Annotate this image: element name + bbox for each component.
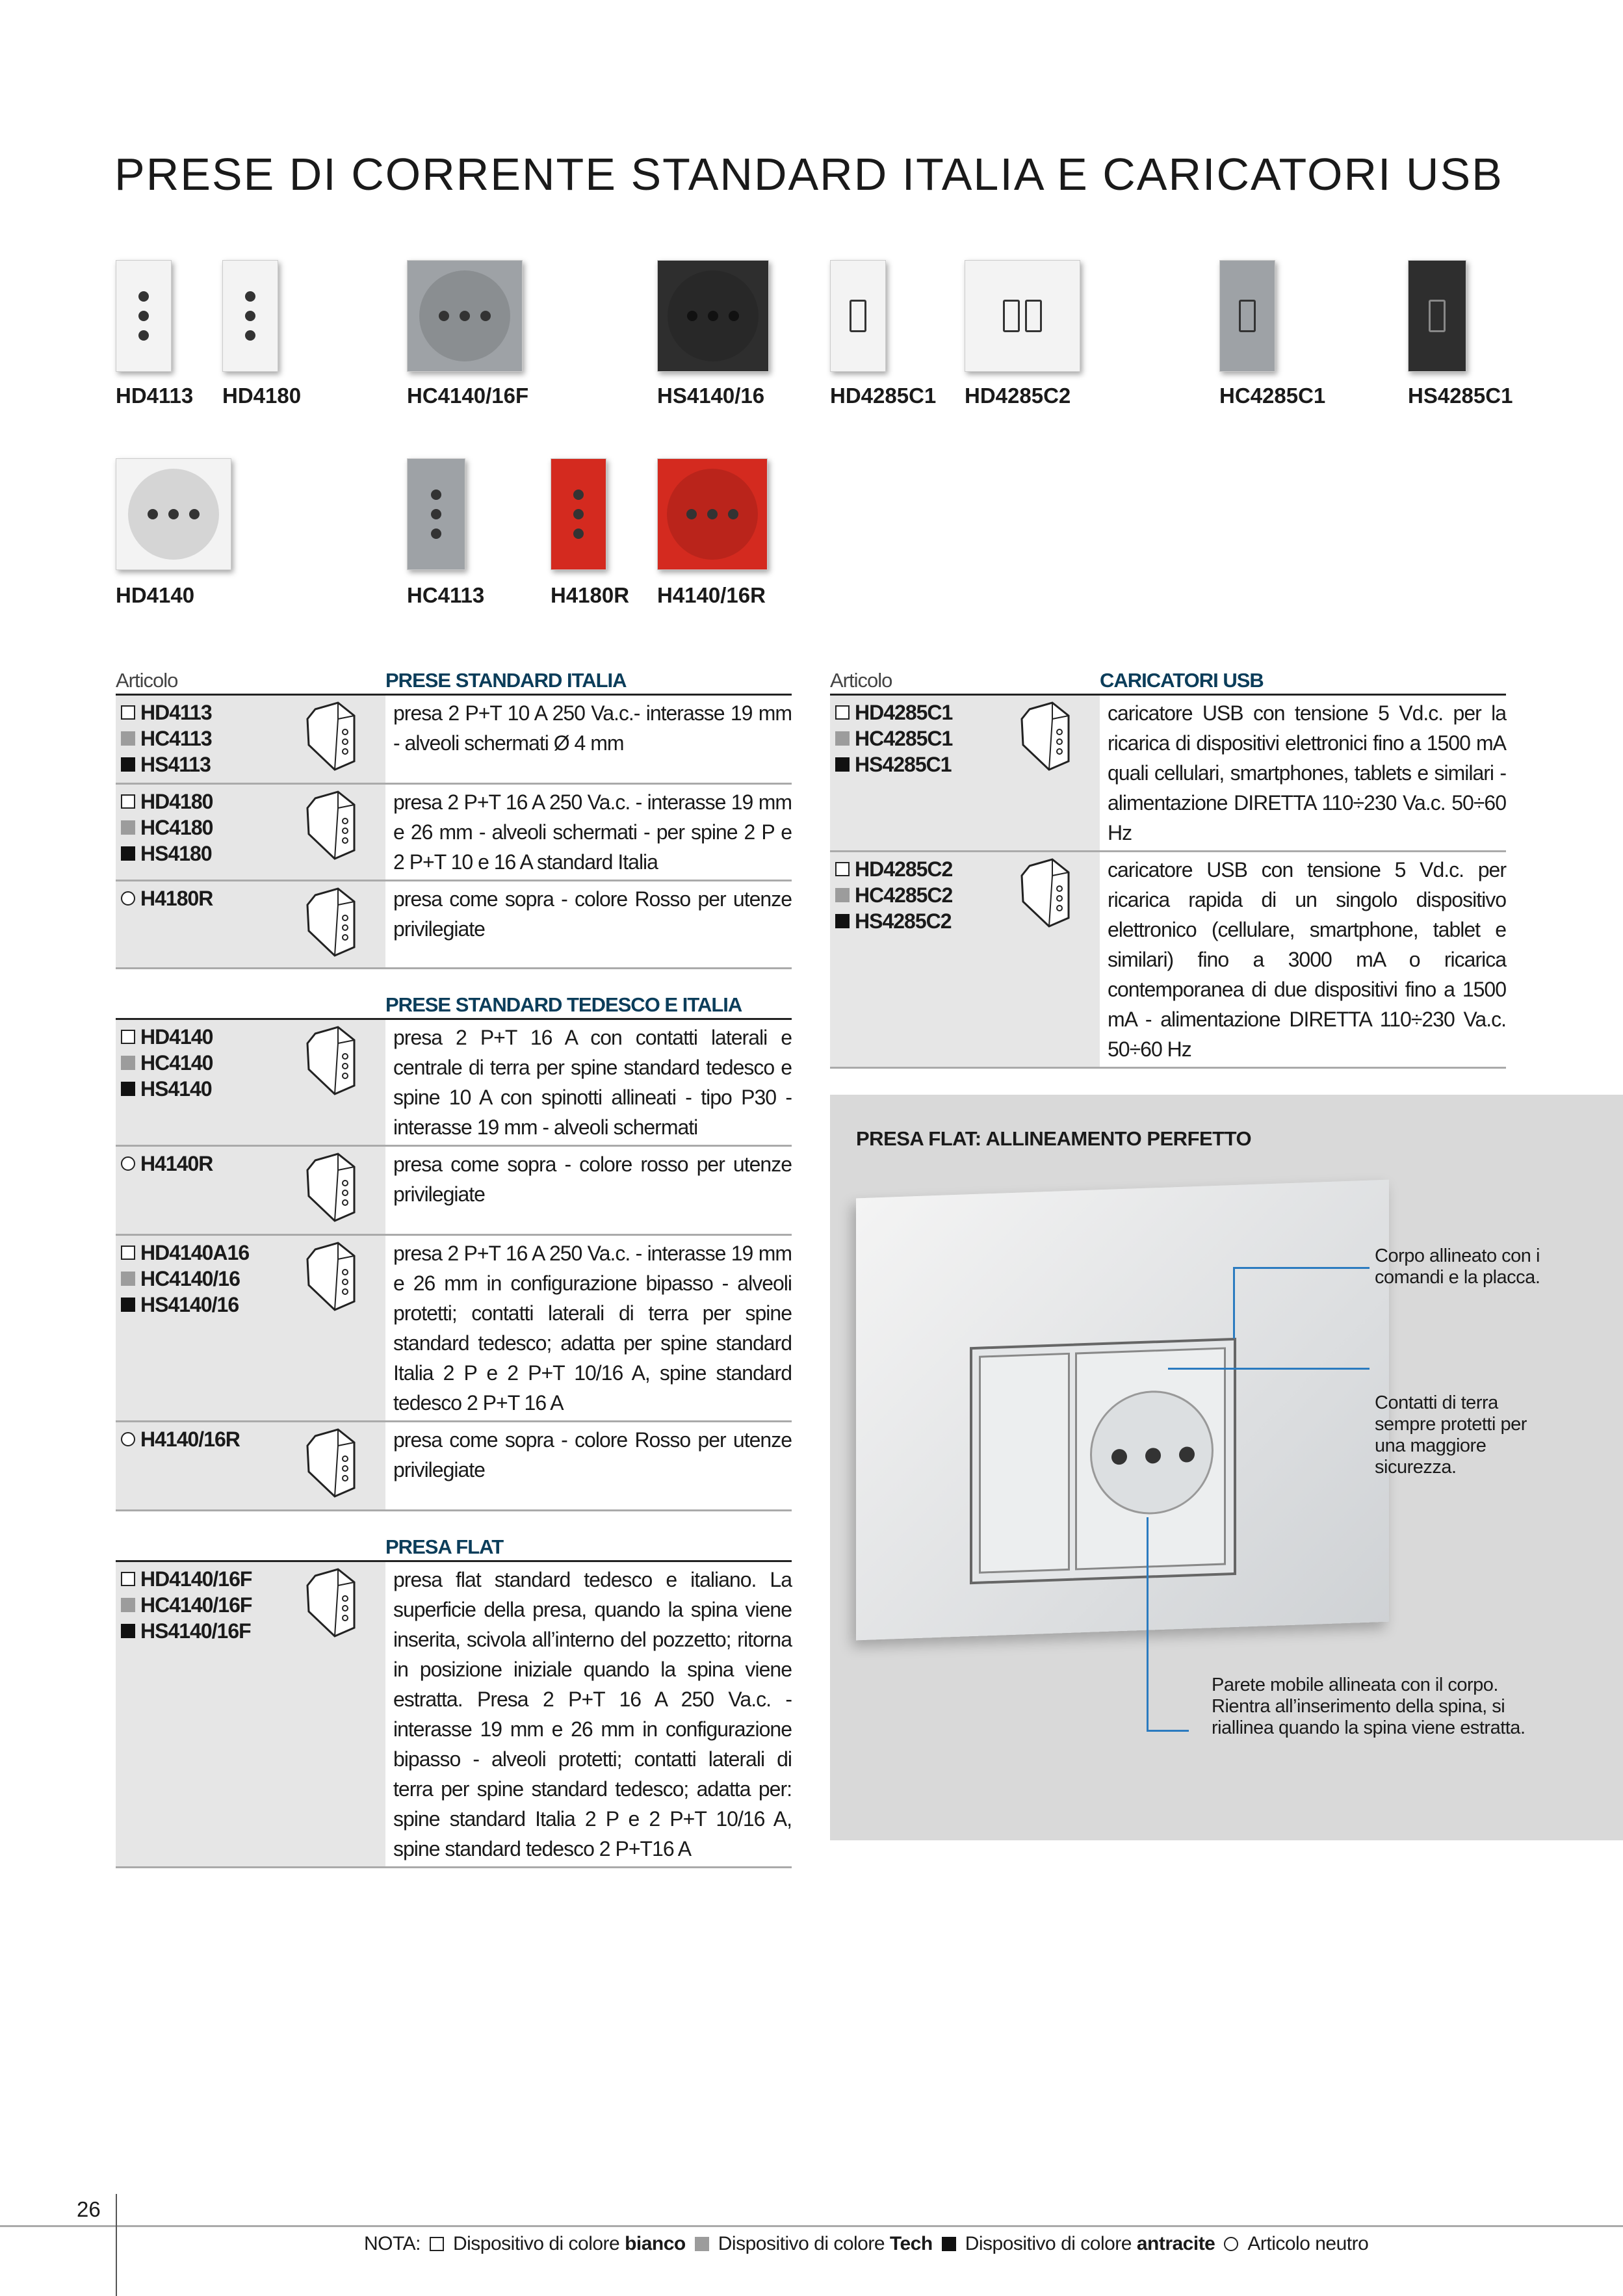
article-code: H4140/16R [121,1426,240,1452]
color-square-icon [121,705,135,720]
color-square-icon [835,705,850,720]
table-row [116,1020,792,1147]
callout-mobile-wall: Parete mobile allineata con il corpo. Rientra all’inserimento della spina, si riallinea quando la spina viene estratta. [1212,1675,1526,1738]
article-code: HC4140/16 [121,1266,249,1292]
article-code: HD4285C2 [835,856,952,882]
table-row [116,1422,792,1511]
product-hc4113 [407,458,485,607]
table-row [116,696,792,785]
product-image [965,260,1080,372]
product-image [830,260,886,372]
device-drawing-icon [302,1024,361,1095]
product-hc4285c1 [1219,260,1326,408]
description: presa 2 P+T 16 A 250 Va.c. - interasse 19 mm e 26 mm in configurazione bipasso - alveoli protetti; contatti laterali di terra per spine standard tedesco; adatta per spine standard Italia 2 P e 2 P+T 10/16 A, spine standard tedesco 2 P+T 16 A [393,1242,792,1415]
color-square-icon [121,1624,135,1638]
page-title: PRESE DI CORRENTE STANDARD ITALIA E CARICATORI USB [114,149,1503,200]
product-h4140-16r [657,458,768,607]
device-drawing-icon [1017,856,1075,928]
device-drawing-icon [302,1426,361,1498]
flat-socket-plate-image [856,1180,1389,1641]
legend-white: Dispositivo di colore bianco [452,2233,686,2254]
color-square-icon [121,1272,135,1286]
article-code: HD4113 [121,699,212,725]
color-square-icon [121,1246,135,1260]
article-code: H4140R [121,1151,213,1177]
legend-tech: Dispositivo di colore Tech [718,2233,933,2254]
article-code: HC4140 [121,1050,213,1076]
color-square-icon [121,1082,135,1096]
description: presa flat standard tedesco e italiano. La superficie della presa, quando la spina viene inserita, scivola all’interno del pozzetto; ritorna in posizione iniziale quando la spina viene estratta. Presa 2 P+T 16 A 250 Va.c. - interasse 19 mm e 26 mm in configurazione bipasso - alveoli protetti; contatti laterali di terra per spine standard tedesco; adatta per: spine standard Italia 2 P e 2 P+T 10/16 A, spine standard tedesco 2 P+T16 A [393,1568,792,1860]
product-image [407,458,465,570]
callout-earth-contacts: Contatti di terra sempre protetti per una maggiore sicurezza. [1375,1392,1527,1478]
article-code: HD4140 [121,1024,213,1050]
article-code: HC4113 [121,725,212,751]
footer-divider [0,2225,1623,2227]
article-code: HC4285C1 [835,725,952,751]
article-code: HD4140/16F [121,1566,252,1592]
article-header: Articolo [116,669,178,692]
table-row [116,1236,792,1422]
panel-title: PRESA FLAT: ALLINEAMENTO PERFETTO [856,1127,1252,1150]
section-0 [116,664,792,969]
description: presa 2 P+T 10 A 250 Va.c.- interasse 19 mm - alveoli schermati Ø 4 mm [393,701,792,755]
product-image [116,260,172,372]
table-row [830,696,1506,852]
circle-icon [1224,2237,1238,2251]
product-image [551,458,606,570]
usb-chargers-section [830,664,1506,1069]
article-code: HS4140/16F [121,1618,252,1644]
circle-icon [121,1432,135,1446]
description: presa come sopra - colore Rosso per utenze privilegiate [393,887,792,941]
product-image [657,260,769,372]
table-row [116,1562,792,1868]
product-hs4140-16 [657,260,769,408]
callout-body-aligned: Corpo allineato con i comandi e la placca. [1375,1246,1540,1288]
product-code: HD4285C2 [965,384,1071,408]
page-number: 26 [77,2197,101,2221]
color-square-icon [121,1598,135,1612]
description: caricatore USB con tensione 5 Vd.c. per la ricarica di dispositivi elettronici fino a 1500 mA quali cellulari, smartphones, tablets e similari - alimentazione DIRETTA 110÷230 Va.c. 50÷60 Hz [1108,701,1506,844]
section-2 [116,1531,792,1868]
color-square-icon [835,862,850,876]
description: presa come sopra - colore rosso per utenze privilegiate [393,1153,792,1206]
legend-neutral: Articolo neutro [1247,2233,1369,2254]
color-square-icon [121,846,135,861]
product-code: HC4113 [407,583,485,607]
color-square-icon [121,1056,135,1070]
table-row [116,1147,792,1236]
product-image [657,458,768,570]
section-title: PRESE STANDARD ITALIA [385,669,627,692]
color-square-icon [835,731,850,746]
section-1 [116,989,792,1511]
product-code: HD4285C1 [830,384,937,408]
color-square-icon [121,757,135,772]
color-square-icon [121,1572,135,1586]
product-hd4285c1 [830,260,937,408]
product-image [116,458,231,570]
description: presa come sopra - colore Rosso per utenze privilegiate [393,1428,792,1481]
device-drawing-icon [302,699,361,771]
device-drawing-icon [302,1240,361,1311]
article-code: HC4285C2 [835,882,952,908]
color-square-icon [835,757,850,772]
article-code: HC4140/16F [121,1592,252,1618]
product-hc4140-16f [407,260,529,408]
product-hs4285c1 [1408,260,1513,408]
article-code: HS4285C1 [835,751,952,777]
circle-icon [121,1156,135,1171]
product-code: HD4180 [222,384,302,408]
circle-icon [121,891,135,906]
product-image [222,260,278,372]
article-code: HD4180 [121,789,213,815]
product-hd4285c2 [965,260,1080,408]
color-legend [364,2233,1368,2255]
article-code: HS4140 [121,1076,213,1102]
color-square-icon [121,731,135,746]
description: caricatore USB con tensione 5 Vd.c. per ricarica rapida di un singolo dispositivo elettronico (cellulare, smartphone, tablet e similari) fino a 3000 mA o ricarica contemporanea di due dispositivi fino a 1500 mA - alimentazione DIRETTA 110÷230 Va.c. 50÷60 Hz [1108,858,1506,1061]
color-square-icon [121,794,135,809]
description: presa 2 P+T 16 A con contatti laterali e centrale di terra per spine standard tedesco e spine 10 A con spinotti allineati - tipo P30 - interasse 19 mm - alveoli schermati [393,1026,792,1139]
device-drawing-icon [302,885,361,957]
color-square-icon [121,820,135,835]
article-code: HS4140/16 [121,1292,249,1318]
product-h4180r [551,458,630,607]
color-square-icon [121,1030,135,1044]
product-code: HS4140/16 [657,384,765,408]
presa-flat-panel [830,1095,1623,1840]
article-code: HD4285C1 [835,699,952,725]
product-code: H4180R [551,583,630,607]
black-square-icon [942,2237,956,2251]
table-row [830,852,1506,1069]
product-image [1219,260,1275,372]
device-drawing-icon [302,789,361,860]
device-drawing-icon [302,1566,361,1637]
product-hd4140 [116,458,231,607]
article-code: HD4140A16 [121,1240,249,1266]
section-title: CARICATORI USB [1100,669,1264,692]
product-code: HC4285C1 [1219,384,1326,408]
article-code: HS4285C2 [835,908,952,934]
product-code: HS4285C1 [1408,384,1513,408]
table-row [116,785,792,881]
product-code: HC4140/16F [407,384,529,408]
description: presa 2 P+T 16 A 250 Va.c. - interasse 19 mm e 26 mm - alveoli schermati - per spine 2 P e 2 P+T 10 e 16 A standard Italia [393,790,792,874]
table-row [116,881,792,969]
product-image [1408,260,1466,372]
product-code: HD4140 [116,583,195,607]
section-title: PRESA FLAT [385,1535,504,1558]
legend-anthracite: Dispositivo di colore antracite [965,2233,1215,2254]
color-square-icon [835,914,850,928]
article-header: Articolo [830,669,892,692]
device-drawing-icon [302,1151,361,1222]
article-code: HC4180 [121,815,213,841]
footer-vertical-divider [116,2194,117,2296]
section-title: PRESE STANDARD TEDESCO E ITALIA [385,993,742,1016]
article-code: HS4180 [121,841,213,867]
article-code: H4180R [121,885,213,911]
product-code: H4140/16R [657,583,766,607]
color-square-icon [121,1298,135,1312]
white-square-icon [430,2237,444,2251]
gray-square-icon [695,2237,709,2251]
product-image [407,260,523,372]
color-square-icon [835,888,850,902]
product-hd4113 [116,260,194,408]
article-code: HS4113 [121,751,212,777]
product-hd4180 [222,260,302,408]
device-drawing-icon [1017,699,1075,771]
product-code: HD4113 [116,384,194,408]
nota-label: NOTA: [364,2233,421,2254]
